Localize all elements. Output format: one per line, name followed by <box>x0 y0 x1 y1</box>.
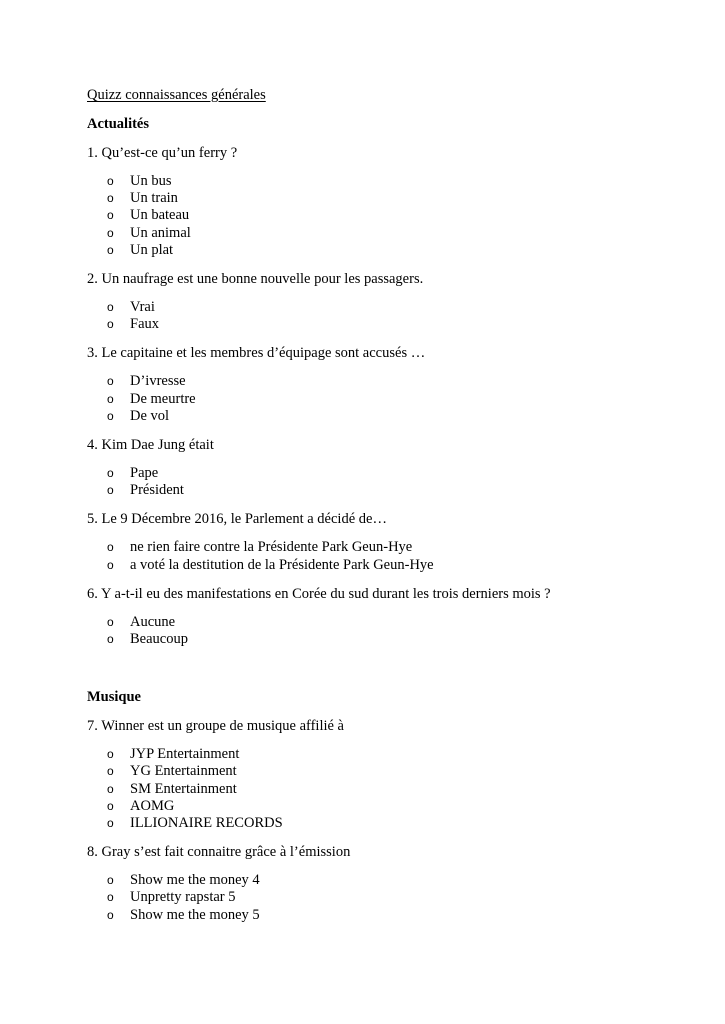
answer-option-label: De vol <box>130 407 170 424</box>
answer-option <box>87 781 647 798</box>
circle-bullet-icon: o <box>107 798 114 813</box>
section-heading: Musique <box>87 689 141 706</box>
answer-option <box>87 763 647 780</box>
circle-bullet-icon: o <box>107 540 114 555</box>
question-text: 3. Le capitaine et les membres d’équipage sont accusés … <box>87 345 426 362</box>
answer-option-label: De meurtre <box>130 390 196 407</box>
question-text: 6. Y a-t-il eu des manifestations en Corée du sud durant les trois derniers mois ? <box>87 585 551 602</box>
answer-option <box>87 872 647 889</box>
answer-options <box>87 173 647 259</box>
answer-option-label: Aucune <box>130 613 176 630</box>
answer-option-label: Show me the money 4 <box>130 872 260 889</box>
answer-option-label: Faux <box>130 316 159 333</box>
question-text: 1. Qu’est-ce qu’un ferry ? <box>87 145 238 161</box>
answer-option <box>87 907 647 924</box>
answer-options <box>87 614 647 648</box>
circle-bullet-icon: o <box>107 632 114 647</box>
circle-bullet-icon: o <box>107 174 114 188</box>
circle-bullet-icon: o <box>107 242 114 257</box>
answer-option-label: D’ivresse <box>130 373 186 390</box>
answer-option <box>87 798 647 815</box>
answer-option-label: Beaucoup <box>130 631 188 648</box>
answer-option-label: Un train <box>130 190 178 207</box>
document-title: Quizz connaissances générales <box>87 87 266 103</box>
answer-option <box>87 614 647 631</box>
answer-option-label: Président <box>130 482 184 499</box>
circle-bullet-icon: o <box>107 466 114 481</box>
answer-option-label: JYP Entertainment <box>130 746 240 763</box>
quiz-section <box>87 115 647 648</box>
answer-option <box>87 207 647 224</box>
circle-bullet-icon: o <box>107 557 114 572</box>
answer-option <box>87 746 647 763</box>
answer-option-label: Un animal <box>130 224 191 241</box>
circle-bullet-icon: o <box>107 208 114 223</box>
circle-bullet-icon: o <box>107 614 114 629</box>
answer-option <box>87 316 647 333</box>
question-text: 7. Winner est un groupe de musique affilié à <box>87 718 344 735</box>
circle-bullet-icon: o <box>107 890 114 905</box>
answer-option <box>87 482 647 499</box>
circle-bullet-icon: o <box>107 873 114 888</box>
answer-options <box>87 746 647 832</box>
circle-bullet-icon: o <box>107 816 114 831</box>
question-text: 8. Gray s’est fait connaitre grâce à l’émission <box>87 844 351 861</box>
answer-option <box>87 631 647 648</box>
answer-options <box>87 872 647 924</box>
answer-option <box>87 225 647 242</box>
circle-bullet-icon: o <box>107 764 114 779</box>
quiz-document <box>87 86 647 924</box>
answer-option-label: Un bateau <box>130 207 190 224</box>
answer-option-label: ILLIONAIRE RECORDS <box>130 815 283 832</box>
answer-option <box>87 465 647 482</box>
question-text: 2. Un naufrage est une bonne nouvelle pour les passagers. <box>87 271 424 288</box>
question-text: 4. Kim Dae Jung était <box>87 437 214 454</box>
circle-bullet-icon: o <box>107 317 114 332</box>
circle-bullet-icon: o <box>107 225 114 240</box>
circle-bullet-icon: o <box>107 191 114 206</box>
circle-bullet-icon: o <box>107 408 114 423</box>
circle-bullet-icon: o <box>107 300 114 315</box>
answer-option <box>87 889 647 906</box>
answer-option <box>87 815 647 832</box>
answer-option <box>87 173 647 190</box>
answer-option-label: a voté la destitution de la Présidente Park Geun-Hye <box>130 556 434 573</box>
answer-option-label: Show me the money 5 <box>130 906 260 923</box>
answer-option <box>87 373 647 390</box>
answer-options <box>87 299 647 333</box>
answer-option <box>87 557 647 574</box>
answer-option-label: Un plat <box>130 241 174 258</box>
answer-option <box>87 242 647 259</box>
answer-options <box>87 465 647 499</box>
question-text: 5. Le 9 Décembre 2016, le Parlement a décidé de… <box>87 511 387 528</box>
answer-options <box>87 539 647 573</box>
circle-bullet-icon: o <box>107 907 114 922</box>
answer-option-label: AOMG <box>130 797 175 814</box>
circle-bullet-icon: o <box>107 781 114 796</box>
answer-option-label: SM Entertainment <box>130 780 237 797</box>
answer-option-label: Pape <box>130 465 159 482</box>
answer-option <box>87 299 647 316</box>
circle-bullet-icon: o <box>107 747 114 762</box>
answer-option <box>87 391 647 408</box>
answer-option-label: YG Entertainment <box>130 763 237 780</box>
answer-options <box>87 373 647 425</box>
answer-option-label: Un bus <box>130 173 172 189</box>
quiz-section <box>87 688 647 924</box>
circle-bullet-icon: o <box>107 483 114 498</box>
answer-option <box>87 539 647 556</box>
answer-option-label: Unpretty rapstar 5 <box>130 889 236 906</box>
sections-container <box>87 115 647 924</box>
circle-bullet-icon: o <box>107 391 114 406</box>
answer-option-label: Vrai <box>130 299 155 316</box>
answer-option <box>87 408 647 425</box>
circle-bullet-icon: o <box>107 374 114 389</box>
answer-option <box>87 190 647 207</box>
section-heading: Actualités <box>87 116 150 132</box>
answer-option-label: ne rien faire contre la Présidente Park Geun-Hye <box>130 539 413 556</box>
